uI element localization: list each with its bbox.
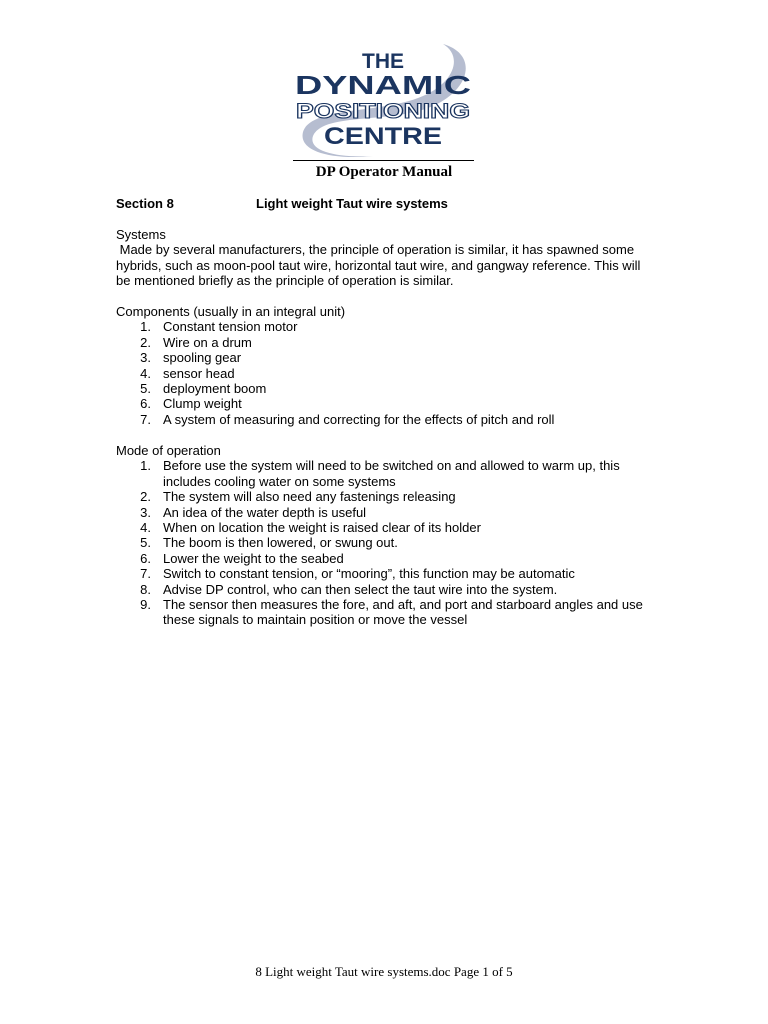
logo-line-the: THE	[362, 50, 404, 73]
list-item: 6. Clump weight	[140, 396, 242, 412]
systems-heading: Systems	[116, 227, 166, 242]
logo-line-positioning: POSITIONING	[296, 100, 470, 123]
components-section	[116, 304, 656, 427]
logo-line-dynamic: DYNAMIC	[295, 70, 472, 100]
list-item: 2. Wire on a drum	[140, 334, 252, 350]
list-item: 1. Constant tension motor	[140, 319, 298, 335]
dynamic-positioning-centre-logo	[293, 44, 474, 160]
list-item: 1. Before use the system will need to be switched on and allowed to warm up, this includes cooling water on some systems	[140, 458, 620, 489]
list-item: 4. sensor head	[140, 365, 235, 381]
list-item: 2. The system will also need any fastenings releasing	[140, 489, 456, 505]
mode-of-operation-heading: Mode of operation	[116, 443, 221, 458]
list-item: 7. A system of measuring and correcting for the effects of pitch and roll	[140, 411, 555, 427]
components-heading: Components (usually in an integral unit)	[116, 304, 346, 319]
logo-line-centre: CENTRE	[324, 123, 442, 150]
logo-graphic	[293, 44, 474, 160]
list-item: 8. Advise DP control, who can then select the taut wire into the system.	[140, 581, 558, 597]
document-title: DP Operator Manual	[315, 164, 453, 180]
list-item: 7. Switch to constant tension, or “mooring”, this function may be automatic	[140, 566, 575, 582]
header-rule	[293, 160, 474, 161]
section-title: Light weight Taut wire systems	[256, 196, 448, 211]
list-item: 3. spooling gear	[140, 350, 242, 366]
list-item: 6. Lower the weight to the seabed	[140, 550, 344, 566]
list-item: 4. When on location the weight is raised clear of its holder	[140, 520, 481, 536]
components-list	[116, 319, 656, 427]
mode-of-operation-section	[116, 443, 656, 628]
systems-paragraph: Made by several manufacturers, the principle of operation is similar, it has spawned some hybrids, such as moon-pool taut wire, horizontal taut wire, and gangway reference. This will be mentioned briefly as the principle of operation is similar.	[116, 242, 644, 289]
section-number: Section 8	[116, 196, 174, 211]
systems-section	[116, 227, 656, 289]
page-footer: 8 Light weight Taut wire systems.doc Page 1 of 5	[255, 964, 513, 979]
list-item: 5. deployment boom	[140, 381, 267, 397]
list-item: 5. The boom is then lowered, or swung out.	[140, 535, 398, 551]
mode-of-operation-list	[116, 458, 656, 627]
list-item: 3. An idea of the water depth is useful	[140, 504, 367, 520]
list-item: 9. The sensor then measures the fore, and aft, and port and starboard angles and use these signals to maintain position or move the vessel	[140, 597, 643, 628]
